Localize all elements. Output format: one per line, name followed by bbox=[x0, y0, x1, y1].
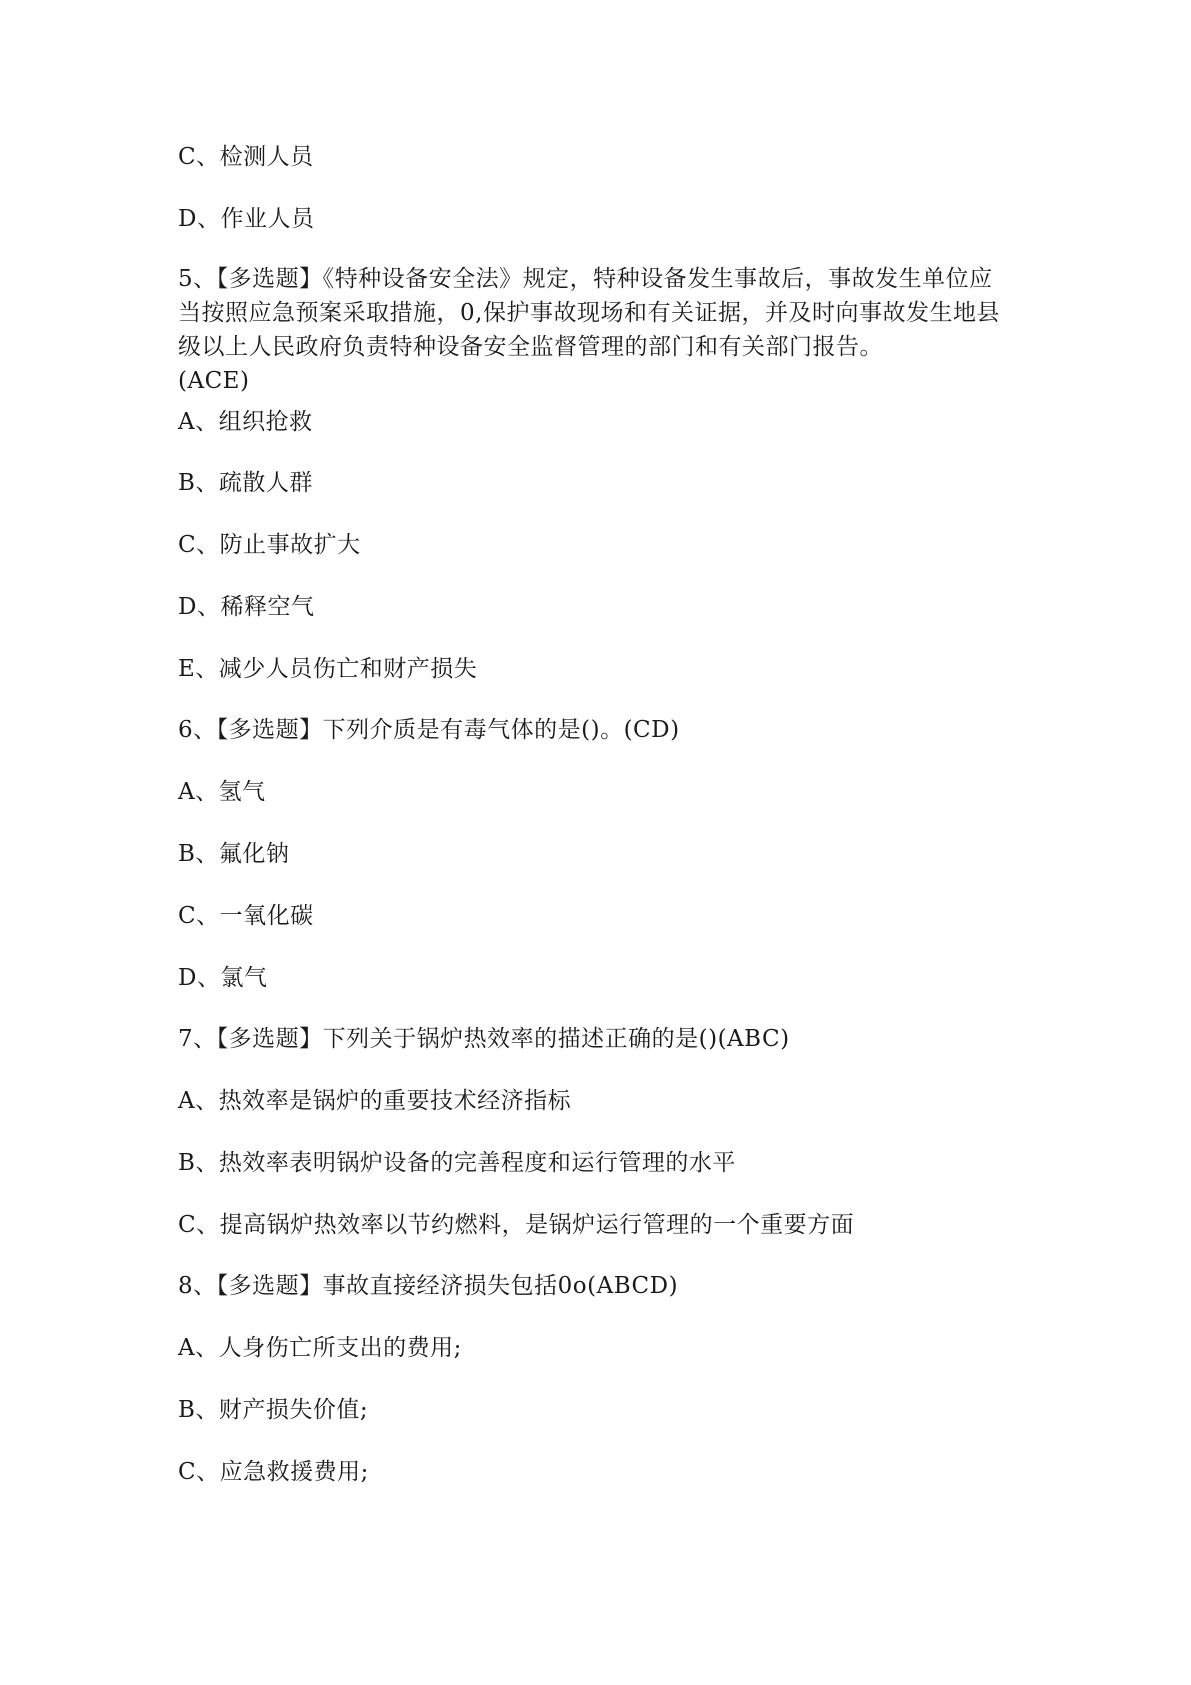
option-a: A、氢气 bbox=[178, 779, 266, 805]
option-a: A、人身伤亡所支出的费用; bbox=[178, 1335, 462, 1361]
option-b: B、财产损失价值; bbox=[178, 1397, 369, 1423]
question-8: 8、【多选题】事故直接经济损失包括0o(ABCD) bbox=[178, 1273, 679, 1299]
option-c: C、防止事故扩大 bbox=[178, 532, 361, 558]
option-b: B、氟化钠 bbox=[178, 841, 290, 867]
option-d: D、稀释空气 bbox=[178, 594, 315, 620]
option-a: A、组织抢救 bbox=[178, 409, 313, 435]
question-5 bbox=[178, 262, 1038, 398]
option-b: B、热效率表明锅炉设备的完善程度和运行管理的水平 bbox=[178, 1150, 736, 1176]
option-c: C、检测人员 bbox=[178, 144, 314, 170]
option-c: C、应急救援费用; bbox=[178, 1459, 369, 1485]
option-b: B、疏散人群 bbox=[178, 470, 313, 496]
question-answer: (ACE) bbox=[178, 368, 250, 394]
question-text-line: 级以上人民政府负责特种设备安全监督管理的部门和有关部门报告。 bbox=[178, 334, 883, 360]
option-c: C、提高锅炉热效率以节约燃料，是锅炉运行管理的一个重要方面 bbox=[178, 1212, 855, 1238]
option-a: A、热效率是锅炉的重要技术经济指标 bbox=[178, 1088, 572, 1114]
question-6: 6、【多选题】下列介质是有毒气体的是()。(CD) bbox=[178, 717, 680, 743]
option-c: C、一氧化碳 bbox=[178, 903, 314, 929]
option-d: D、氯气 bbox=[178, 965, 268, 991]
question-7: 7、【多选题】下列关于锅炉热效率的描述正确的是()(ABC) bbox=[178, 1026, 790, 1052]
question-text-line: 当按照应急预案采取措施，0,保护事故现场和有关证据，并及时向事故发生地县 bbox=[178, 300, 1000, 326]
option-d: D、作业人员 bbox=[178, 206, 315, 232]
option-e: E、减少人员伤亡和财产损失 bbox=[178, 656, 478, 682]
question-text-line: 5、【多选题】《特种设备安全法》规定，特种设备发生事故后，事故发生单位应 bbox=[178, 266, 993, 292]
